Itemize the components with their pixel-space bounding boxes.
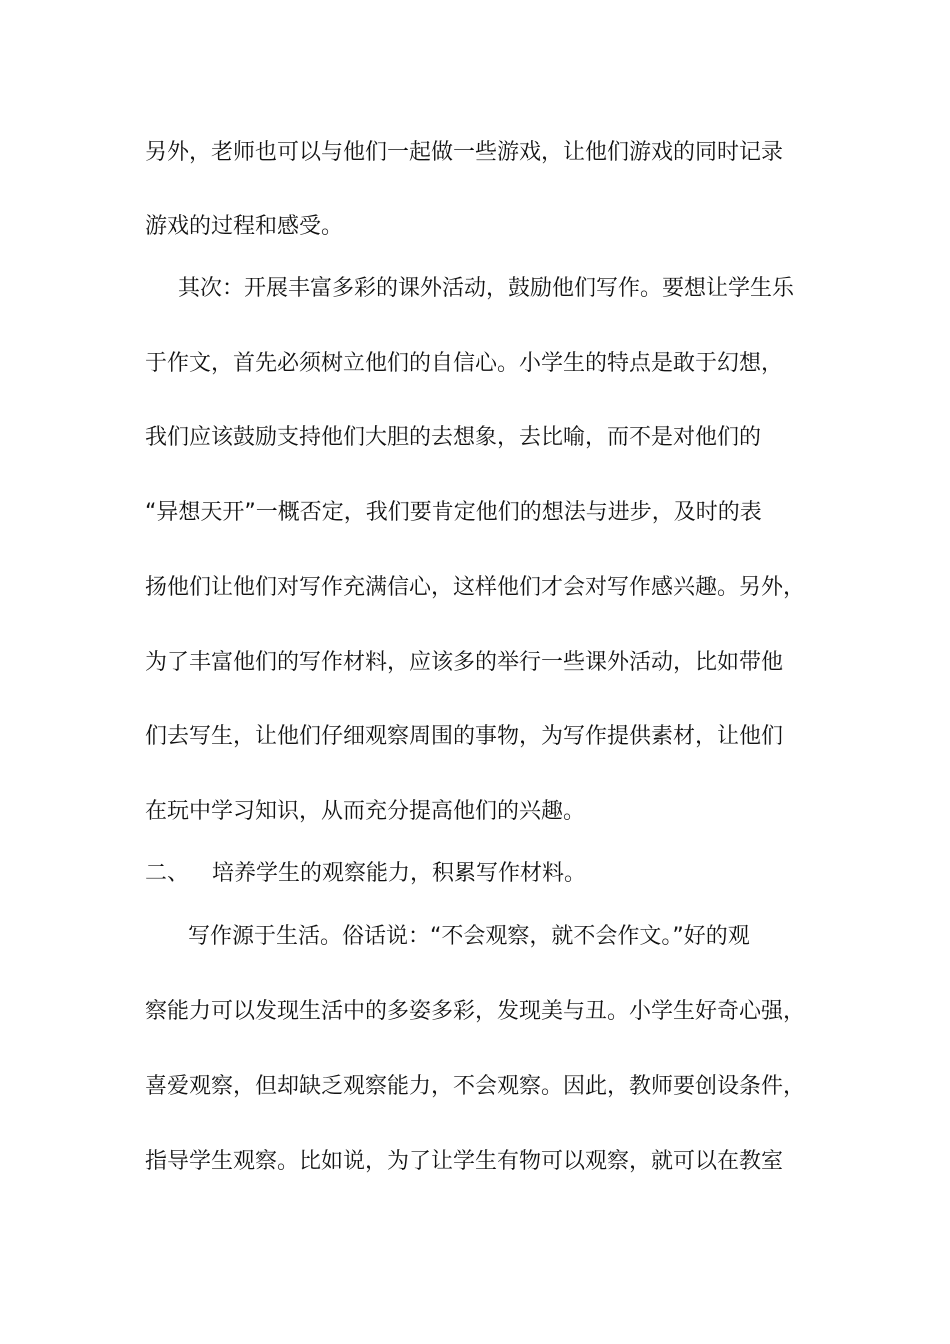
paragraph-2-line-3: 我们应该鼓励支持他们大胆的去想象，去比喻，而不是对他们的 bbox=[145, 425, 762, 450]
paragraph-3-line-3: 喜爱观察，但却缺乏观察能力，不会观察。因此，教师要创设条件， bbox=[145, 1074, 806, 1099]
paragraph-1-line-1: 另外，老师也可以与他们一起做一些游戏，让他们游戏的同时记录 bbox=[145, 140, 784, 165]
paragraph-2-line-7: 们去写生，让他们仔细观察周围的事物，为写作提供素材，让他们 bbox=[145, 724, 784, 749]
paragraph-2-line-8: 在玩中学习知识，从而充分提高他们的兴趣。 bbox=[145, 799, 586, 824]
paragraph-2-line-6: 为了丰富他们的写作材料，应该多的举行一些课外活动，比如带他 bbox=[145, 650, 784, 675]
paragraph-3-line-1: 写作源于生活。俗话说：“不会观察，就不会作文。”好的观 bbox=[188, 924, 750, 949]
paragraph-2-line-1: 其次：开展丰富多彩的课外活动，鼓励他们写作。要想让学生乐 bbox=[178, 276, 795, 301]
section-heading-number: 二、 bbox=[145, 861, 190, 886]
paragraph-3-line-4: 指导学生观察。比如说，为了让学生有物可以观察，就可以在教室 bbox=[145, 1149, 784, 1174]
section-heading-text: 培养学生的观察能力，积累写作材料。 bbox=[212, 861, 587, 886]
paragraph-1-line-2: 游戏的过程和感受。 bbox=[145, 214, 344, 239]
paragraph-2-line-4: “异想天开”一概否定，我们要肯定他们的想法与进步，及时的表 bbox=[145, 500, 762, 525]
paragraph-3-line-2: 察能力可以发现生活中的多姿多彩，发现美与丑。小学生好奇心强， bbox=[145, 999, 806, 1024]
paragraph-2-line-2: 于作文，首先必须树立他们的自信心。小学生的特点是敢于幻想， bbox=[145, 351, 784, 376]
paragraph-2-line-5: 扬他们让他们对写作充满信心，这样他们才会对写作感兴趣。另外， bbox=[145, 575, 806, 600]
